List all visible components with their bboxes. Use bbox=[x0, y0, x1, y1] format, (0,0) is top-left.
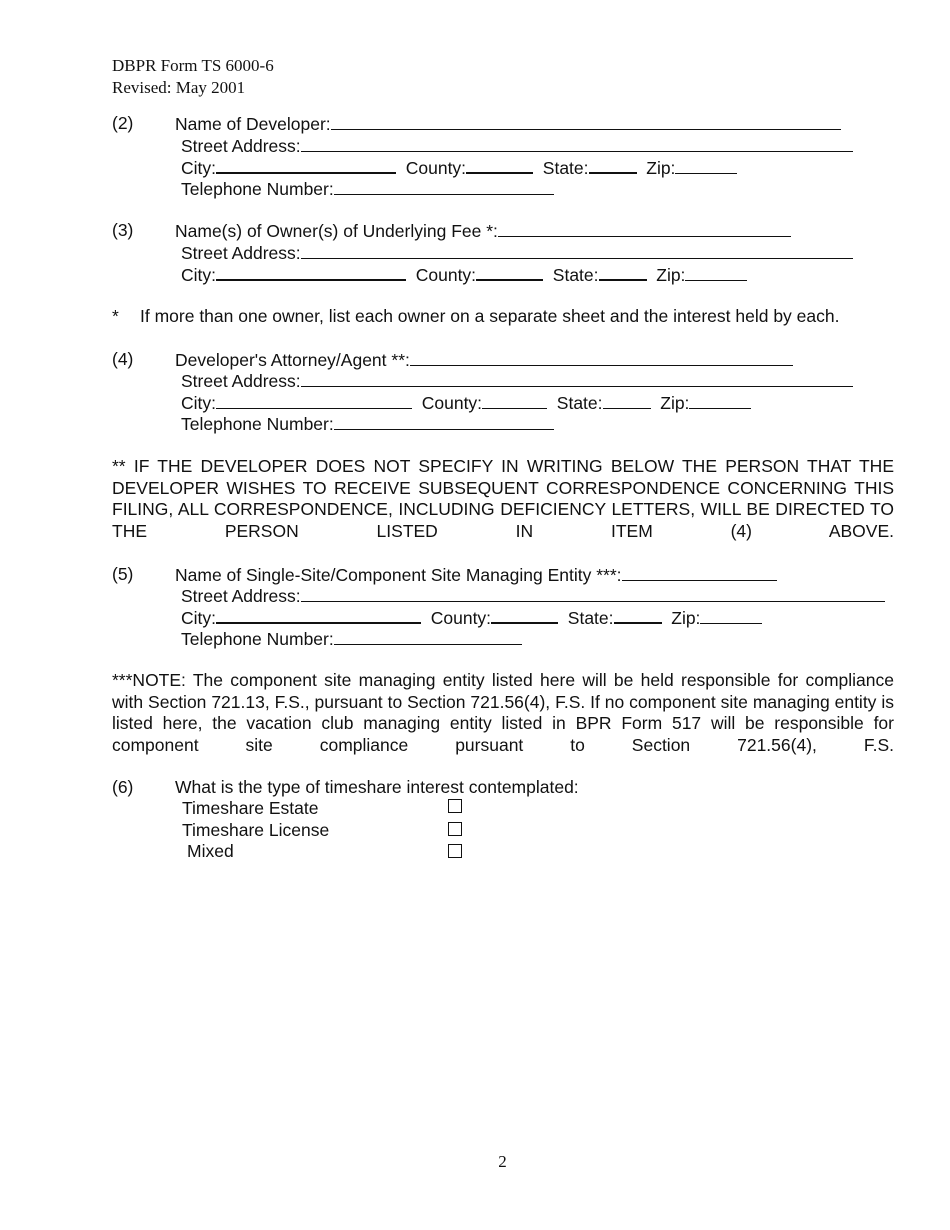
state-label: State: bbox=[556, 393, 603, 413]
telephone-label: Telephone Number: bbox=[181, 179, 334, 199]
form-id: DBPR Form TS 6000-6 bbox=[112, 56, 274, 75]
county-label: County: bbox=[430, 608, 492, 628]
managing-entity-zip-field[interactable] bbox=[700, 607, 762, 624]
attorney-zip-field[interactable] bbox=[689, 392, 751, 409]
street-label: Street Address: bbox=[181, 371, 301, 391]
city-label: City: bbox=[181, 158, 216, 178]
item2-number: (2) bbox=[112, 113, 134, 133]
attorney-street-field[interactable] bbox=[301, 370, 853, 387]
managing-entity-telephone-field[interactable] bbox=[334, 628, 522, 645]
option-timeshare-license-label: Timeshare License bbox=[182, 820, 330, 840]
developer-zip-field[interactable] bbox=[675, 157, 737, 174]
owner-note: If more than one owner, list each owner on a separate sheet and the interest held by each. bbox=[140, 306, 840, 326]
option-timeshare-estate-label: Timeshare Estate bbox=[182, 798, 319, 818]
item4-title: Developer's Attorney/Agent **: bbox=[175, 350, 410, 370]
telephone-label: Telephone Number: bbox=[181, 414, 334, 434]
developer-county-field[interactable] bbox=[466, 156, 533, 174]
managing-entity-city-field[interactable] bbox=[216, 606, 421, 624]
timeshare-license-checkbox[interactable] bbox=[448, 822, 462, 836]
developer-state-field[interactable] bbox=[589, 156, 637, 174]
street-label: Street Address: bbox=[181, 136, 301, 156]
item6-number: (6) bbox=[112, 777, 134, 797]
managing-entity-street-field[interactable] bbox=[301, 585, 885, 602]
street-label: Street Address: bbox=[181, 586, 301, 606]
managing-entity-state-field[interactable] bbox=[614, 606, 662, 624]
owner-name-field[interactable] bbox=[498, 220, 791, 237]
owner-county-field[interactable] bbox=[476, 263, 543, 281]
county-label: County: bbox=[415, 265, 477, 285]
attorney-name-field[interactable] bbox=[410, 349, 793, 366]
correspondence-note: ** IF THE DEVELOPER DOES NOT SPECIFY IN WRITING BELOW THE PERSON THAT THE DEVELOPER WISHES TO RECEIVE SUBSEQUENT CORRESPONDENCE CONCERNING THIS FILING, ALL CORRESPONDENCE, INCLUDING DEFICIENCY LETTERS, WILL BE DIRECTED TO THE PERSON LISTED IN ITEM (4) ABOVE. bbox=[112, 456, 894, 541]
zip-label: Zip: bbox=[660, 393, 690, 413]
county-label: County: bbox=[405, 158, 467, 178]
zip-label: Zip: bbox=[671, 608, 701, 628]
zip-label: Zip: bbox=[656, 265, 686, 285]
managing-entity-name-field[interactable] bbox=[622, 564, 777, 581]
option-mixed-label: Mixed bbox=[187, 841, 234, 861]
zip-label: Zip: bbox=[646, 158, 676, 178]
managing-entity-note: ***NOTE: The component site managing entity listed here will be held responsible for compliance with Section 721.13, F.S., pursuant to Section 721.56(4), F.S. If no component site managing entity is listed here, the vacation club managing entity listed in BPR Form 517 will be responsible for component site compliance pursuant to Section 721.56(4), F.S. bbox=[112, 670, 894, 755]
item2-title: Name of Developer: bbox=[175, 114, 331, 134]
state-label: State: bbox=[542, 158, 589, 178]
mixed-checkbox[interactable] bbox=[448, 844, 462, 858]
county-label: County: bbox=[421, 393, 483, 413]
owner-street-field[interactable] bbox=[301, 242, 853, 259]
attorney-state-field[interactable] bbox=[603, 392, 651, 409]
state-label: State: bbox=[567, 608, 614, 628]
managing-entity-county-field[interactable] bbox=[491, 606, 558, 624]
owner-zip-field[interactable] bbox=[685, 264, 747, 281]
city-label: City: bbox=[181, 393, 216, 413]
attorney-telephone-field[interactable] bbox=[334, 413, 554, 430]
item5-title: Name of Single-Site/Component Site Managing Entity ***: bbox=[175, 565, 622, 585]
state-label: State: bbox=[552, 265, 599, 285]
item5-number: (5) bbox=[112, 564, 134, 584]
developer-city-field[interactable] bbox=[216, 156, 396, 174]
owner-note-mark: * bbox=[112, 306, 119, 326]
page-number: 2 bbox=[498, 1152, 507, 1171]
item3-number: (3) bbox=[112, 220, 134, 240]
attorney-city-field[interactable] bbox=[216, 392, 412, 409]
owner-state-field[interactable] bbox=[599, 263, 647, 281]
street-label: Street Address: bbox=[181, 243, 301, 263]
attorney-county-field[interactable] bbox=[482, 392, 547, 409]
city-label: City: bbox=[181, 608, 216, 628]
telephone-label: Telephone Number: bbox=[181, 629, 334, 649]
developer-name-field[interactable] bbox=[331, 113, 841, 130]
developer-telephone-field[interactable] bbox=[334, 178, 554, 195]
item4-number: (4) bbox=[112, 349, 134, 369]
revision-date: Revised: May 2001 bbox=[112, 78, 246, 97]
timeshare-estate-checkbox[interactable] bbox=[448, 799, 462, 813]
developer-street-field[interactable] bbox=[301, 135, 853, 152]
owner-city-field[interactable] bbox=[216, 263, 406, 281]
item6-title: What is the type of timeshare interest contemplated: bbox=[175, 777, 579, 797]
city-label: City: bbox=[181, 265, 216, 285]
item3-title: Name(s) of Owner(s) of Underlying Fee *: bbox=[175, 221, 498, 241]
